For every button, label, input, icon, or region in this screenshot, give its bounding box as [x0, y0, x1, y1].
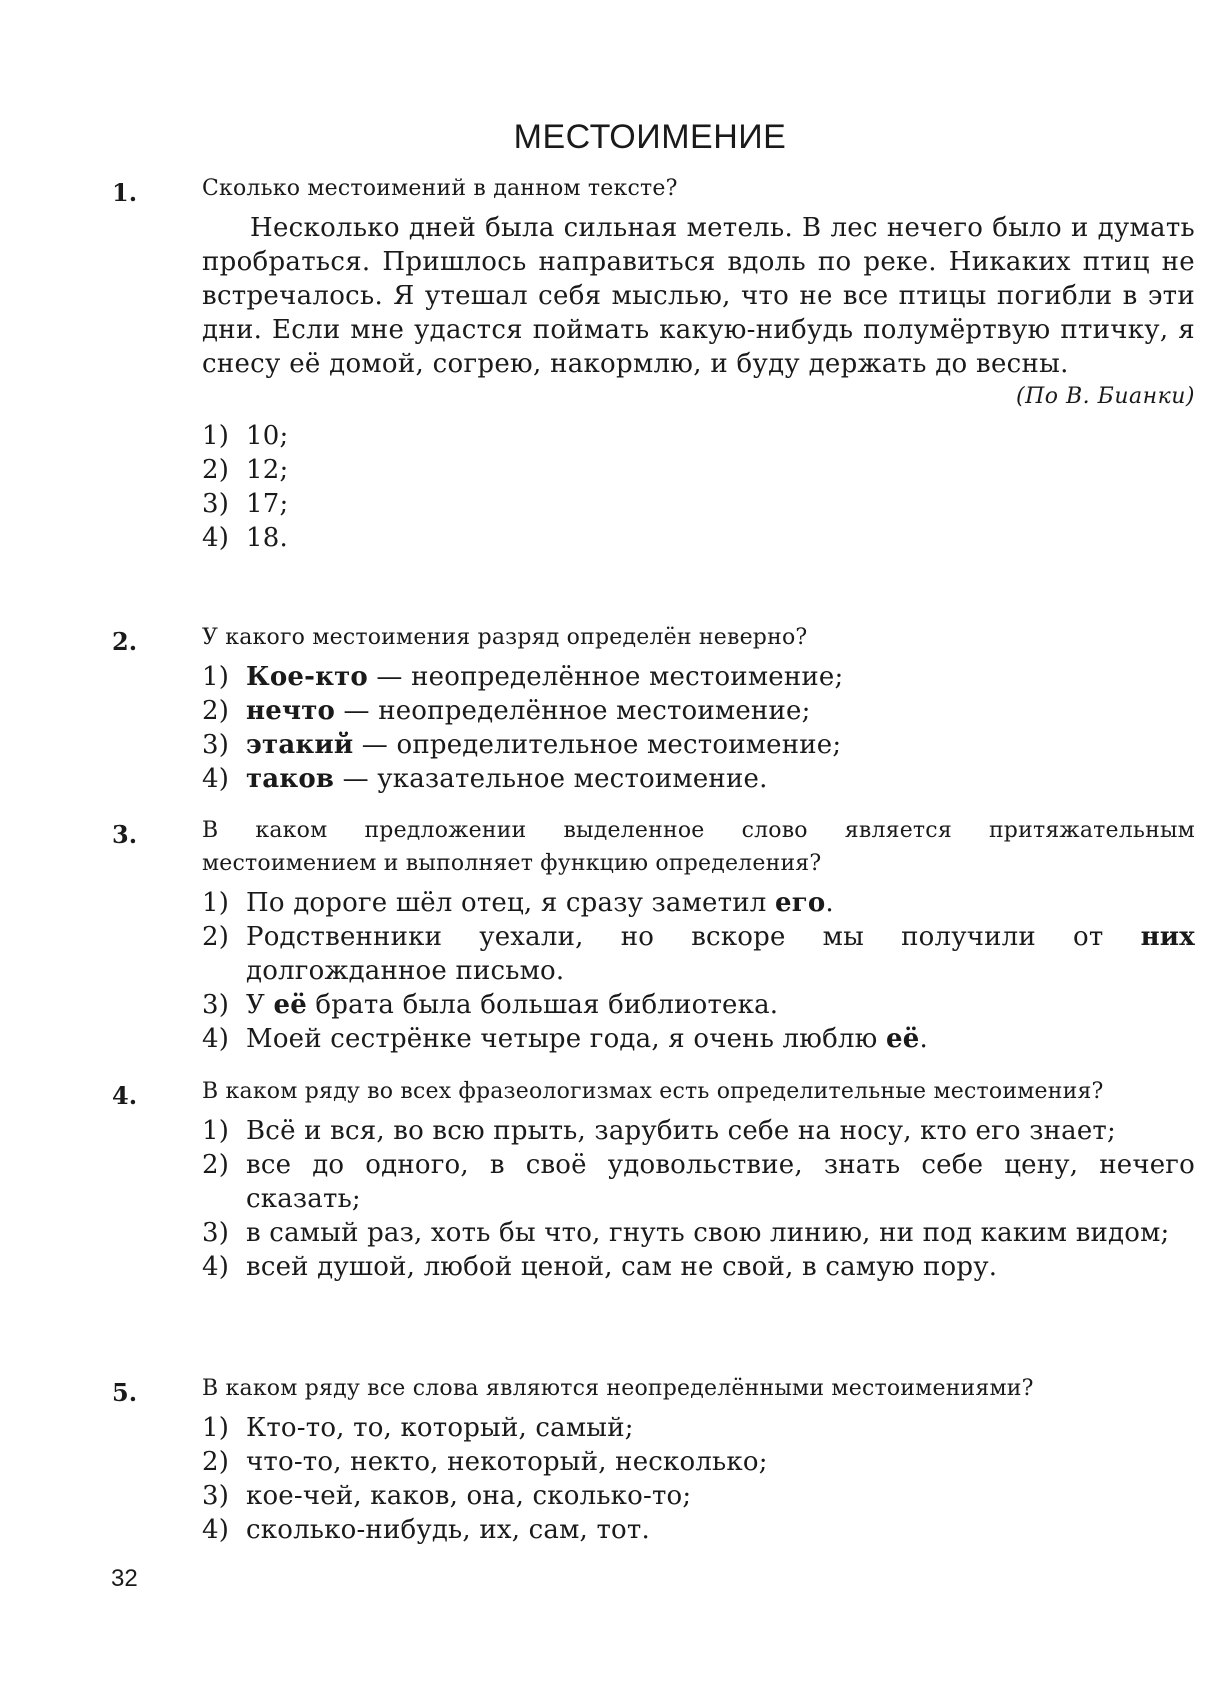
option-number: 1) [202, 1413, 230, 1443]
answer-option [202, 1479, 1195, 1513]
answer-option [202, 886, 1195, 920]
option-text: — неопределённое местоимение; [367, 662, 844, 692]
option-text: всей душой, любой ценой, сам не свой, в самую пору. [246, 1252, 998, 1282]
answer-option [202, 1022, 1195, 1056]
option-text: — указательное местоимение. [334, 764, 768, 794]
option-number: 2) [202, 696, 230, 726]
answer-option [202, 521, 1195, 555]
option-text: — определительное местоимение; [353, 730, 842, 760]
answer-option [202, 660, 1195, 694]
answer-options [202, 886, 1195, 1056]
option-number: 4) [202, 764, 230, 794]
reading-passage: Несколько дней была сильная метель. В лес нечего было и думать пробраться. Пришлось направиться вдоль по реке. Никаких птиц не встречалось. Я утешал себя мыслью, что не все птицы погибли в эти дни. Если мне удастся поймать какую-нибудь полумёртвую птичку, я снесу её домой, согрею, накормлю, и буду держать до весны. [202, 213, 1195, 379]
option-highlighted-word: Кое-кто [246, 662, 368, 692]
answer-option [202, 920, 1195, 988]
answer-option [202, 1114, 1195, 1148]
option-number: 4) [202, 1252, 230, 1282]
option-highlighted-word: них [1140, 922, 1195, 952]
answer-option [202, 694, 1195, 728]
option-text-end: долгожданное письмо. [246, 956, 565, 986]
option-text: Моей сестрёнке четыре года, я очень люблю [246, 1024, 886, 1054]
answer-option [202, 453, 1195, 487]
question-text: В каком предложении выделенное слово является притяжательным местоимением и выполняет функцию определения? [202, 818, 1195, 876]
question-text: Сколько местоимений в данном тексте? [202, 176, 678, 201]
page-title: МЕСТОИМЕНИЕ [513, 118, 787, 156]
answer-options [202, 419, 1195, 555]
question-text: У какого местоимения разряд определён неверно? [202, 625, 808, 650]
option-text: 17; [246, 489, 289, 519]
task-number: 1. [112, 178, 138, 207]
option-highlighted-word: её [273, 990, 307, 1020]
task-body [202, 1372, 1195, 1547]
task-body [202, 172, 1195, 555]
answer-option [202, 1148, 1195, 1216]
option-number: 4) [202, 523, 230, 553]
task-number: 3. [112, 820, 138, 849]
option-number: 2) [202, 922, 230, 952]
answer-option [202, 487, 1195, 521]
task-number: 5. [112, 1378, 138, 1407]
option-text: Кто-то, то, который, самый; [246, 1413, 634, 1443]
page-number: 32 [111, 1565, 138, 1592]
option-number: 1) [202, 1116, 230, 1146]
answer-option [202, 762, 1195, 796]
option-text: 12; [246, 455, 289, 485]
answer-option [202, 988, 1195, 1022]
answer-option [202, 1513, 1195, 1547]
option-number: 3) [202, 1218, 230, 1248]
option-text: что-то, некто, некоторый, несколько; [246, 1447, 768, 1477]
option-highlighted-word: её [885, 1024, 920, 1054]
answer-option [202, 419, 1195, 453]
option-number: 2) [202, 1447, 230, 1477]
option-number: 4) [202, 1024, 230, 1054]
answer-option [202, 1250, 1195, 1284]
answer-option [202, 728, 1195, 762]
task-body [202, 814, 1195, 1056]
option-text: сколько-нибудь, их, сам, тот. [246, 1515, 650, 1545]
option-highlighted-word: таков [246, 764, 335, 794]
option-text-end: брата была большая библиотека. [306, 990, 779, 1020]
answer-option [202, 1445, 1195, 1479]
option-text: Родственники уехали, но вскоре мы получили от [246, 922, 1141, 952]
task-body [202, 1075, 1195, 1284]
option-text: все до одного, в своё удовольствие, знать себе цену, нечего сказать; [246, 1150, 1195, 1214]
option-text: По дороге шёл отец, я сразу заметил [246, 888, 775, 918]
option-text: 10; [246, 421, 289, 451]
question-text: В каком ряду все слова являются неопределёнными местоимениями? [202, 1376, 1034, 1401]
answer-options [202, 1114, 1195, 1284]
task-body [202, 621, 1195, 796]
task-number: 4. [112, 1081, 138, 1110]
option-number: 3) [202, 990, 230, 1020]
option-text: кое-чей, каков, она, сколько-то; [246, 1481, 692, 1511]
option-highlighted-word: нечто [246, 696, 336, 726]
option-number: 1) [202, 421, 230, 451]
option-number: 3) [202, 1481, 230, 1511]
option-text: У [246, 990, 274, 1020]
answer-option [202, 1411, 1195, 1445]
option-text: в самый раз, хоть бы что, гнуть свою линию, ни под каким видом; [246, 1218, 1170, 1248]
option-number: 3) [202, 489, 230, 519]
answer-options [202, 1411, 1195, 1547]
option-text-end: . [919, 1024, 928, 1054]
option-number: 2) [202, 455, 230, 485]
option-highlighted-word: этакий [246, 730, 354, 760]
passage-attribution: (По В. Бианки) [1016, 384, 1195, 409]
answer-option [202, 1216, 1195, 1250]
option-number: 3) [202, 730, 230, 760]
option-number: 2) [202, 1150, 230, 1180]
task-number: 2. [112, 627, 138, 656]
option-text: Всё и вся, во всю прыть, зарубить себе на носу, кто его знает; [246, 1116, 1116, 1146]
option-number: 4) [202, 1515, 230, 1545]
question-text: В каком ряду во всех фразеологизмах есть определительные местоимения? [202, 1079, 1104, 1104]
option-text: — неопределённое местоимение; [335, 696, 811, 726]
option-text-end: . [825, 888, 834, 918]
option-number: 1) [202, 888, 230, 918]
option-highlighted-word: его [774, 888, 826, 918]
option-text: 18. [246, 523, 288, 553]
option-number: 1) [202, 662, 230, 692]
answer-options [202, 660, 1195, 796]
